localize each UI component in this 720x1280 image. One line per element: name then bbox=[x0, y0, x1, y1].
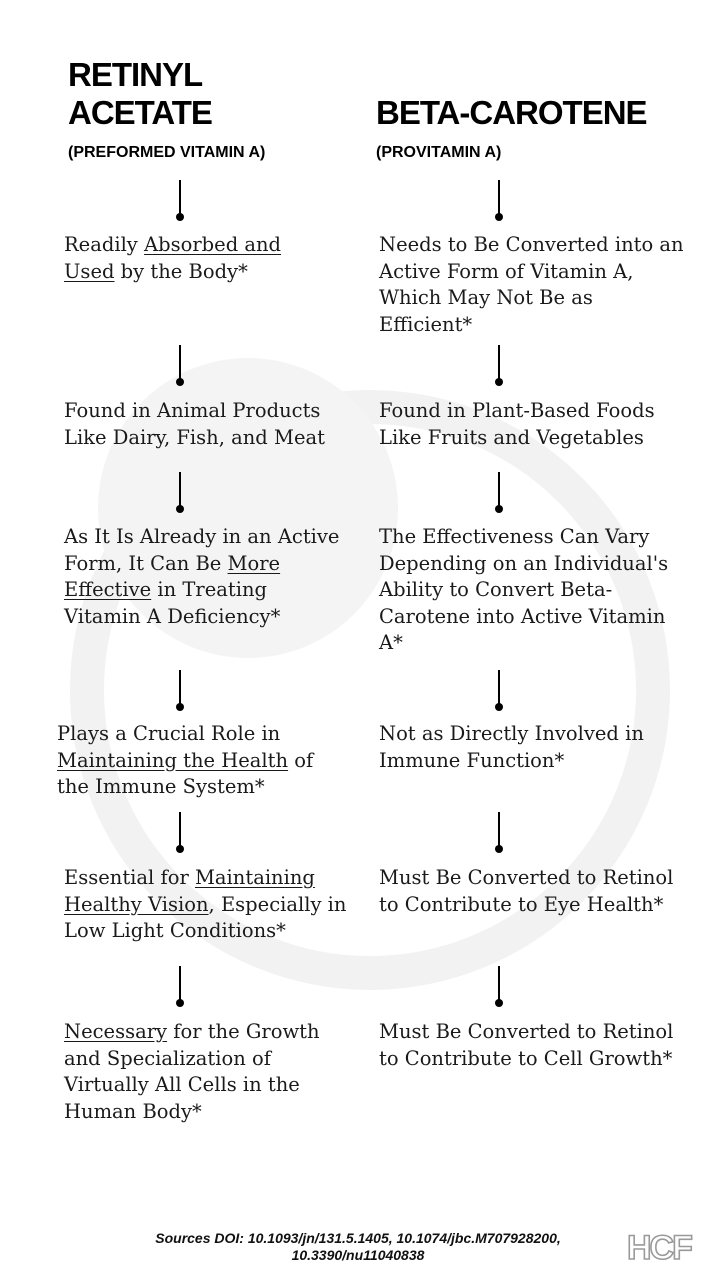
left-point bbox=[64, 232, 309, 285]
arrow-down-icon bbox=[494, 966, 504, 1010]
left-point-emphasis: More Effective bbox=[64, 551, 281, 601]
right-point: The Effectiveness Can Vary Depending on an Individual's Ability to Convert Beta-Carotene into Active Vitamin A* bbox=[379, 525, 669, 654]
left-point-text: Readily bbox=[64, 233, 145, 256]
left-point-text: Found in Animal Products Like Dairy, Fish, and Meat bbox=[64, 399, 325, 449]
left-point-emphasis: Maintaining the Health bbox=[57, 748, 289, 772]
arrow-down-icon bbox=[494, 670, 504, 714]
arrow-down-icon bbox=[494, 345, 504, 389]
arrow-down-icon bbox=[175, 966, 185, 1010]
arrow-down-icon bbox=[494, 812, 504, 856]
left-point bbox=[64, 398, 349, 451]
left-point-emphasis: Necessary bbox=[64, 1020, 168, 1043]
left-point-emphasis: Absorbed and Used bbox=[64, 233, 282, 283]
right-subtitle: (PROVITAMIN A) bbox=[376, 144, 502, 161]
logo-text: HCF bbox=[627, 1230, 691, 1262]
right-point: Needs to Be Converted into an Active Form of Vitamin A, Which May Not Be as Efficient* bbox=[379, 233, 684, 336]
left-point-text: of the Immune System* bbox=[57, 748, 314, 798]
left-point-text: Essential for bbox=[64, 866, 195, 889]
arrow-down-icon bbox=[175, 345, 185, 389]
left-point-emphasis: Maintaining Healthy Vision bbox=[64, 866, 315, 916]
left-point-text: Plays a Crucial Role in bbox=[57, 722, 281, 745]
right-point: Must Be Converted to Retinol to Contribute to Cell Growth* bbox=[379, 1020, 674, 1070]
left-title bbox=[68, 56, 212, 132]
left-title-line1: RETINYL bbox=[68, 56, 203, 93]
left-point-text: in Treating Vitamin A Deficiency* bbox=[64, 578, 281, 628]
arrow-down-icon bbox=[175, 472, 185, 516]
sources-footnote: Sources DOI: 10.1093/jn/131.5.1405, 10.1074/jbc.M707928200, 10.3390/nu11040838 bbox=[155, 1230, 561, 1263]
arrow-down-icon bbox=[175, 670, 185, 714]
arrow-down-icon bbox=[494, 472, 504, 516]
left-point bbox=[64, 1019, 339, 1125]
hcf-logo bbox=[627, 1230, 705, 1262]
right-point: Found in Plant-Based Foods Like Fruits and Vegetables bbox=[379, 399, 655, 449]
left-title-line2: ACETATE bbox=[68, 94, 212, 131]
left-point-text: for the Growth and Specialization of Virtually All Cells in the Human Body* bbox=[64, 1020, 320, 1123]
left-point-text: , Especially in Low Light Conditions* bbox=[64, 892, 347, 942]
right-title: BETA-CAROTENE bbox=[376, 94, 647, 131]
right-point: Not as Directly Involved in Immune Function* bbox=[379, 722, 644, 772]
left-point-text: by the Body* bbox=[114, 259, 248, 283]
right-point: Must Be Converted to Retinol to Contribute to Eye Health* bbox=[379, 866, 674, 916]
left-subtitle: (PREFORMED VITAMIN A) bbox=[68, 144, 266, 161]
left-point bbox=[64, 865, 349, 945]
left-point bbox=[64, 524, 349, 630]
arrow-down-icon bbox=[494, 180, 504, 224]
left-point-text: As It Is Already in an Active Form, It Can Be bbox=[64, 525, 340, 575]
arrow-down-icon bbox=[175, 812, 185, 856]
left-point bbox=[57, 721, 342, 801]
arrow-down-icon bbox=[175, 180, 185, 224]
